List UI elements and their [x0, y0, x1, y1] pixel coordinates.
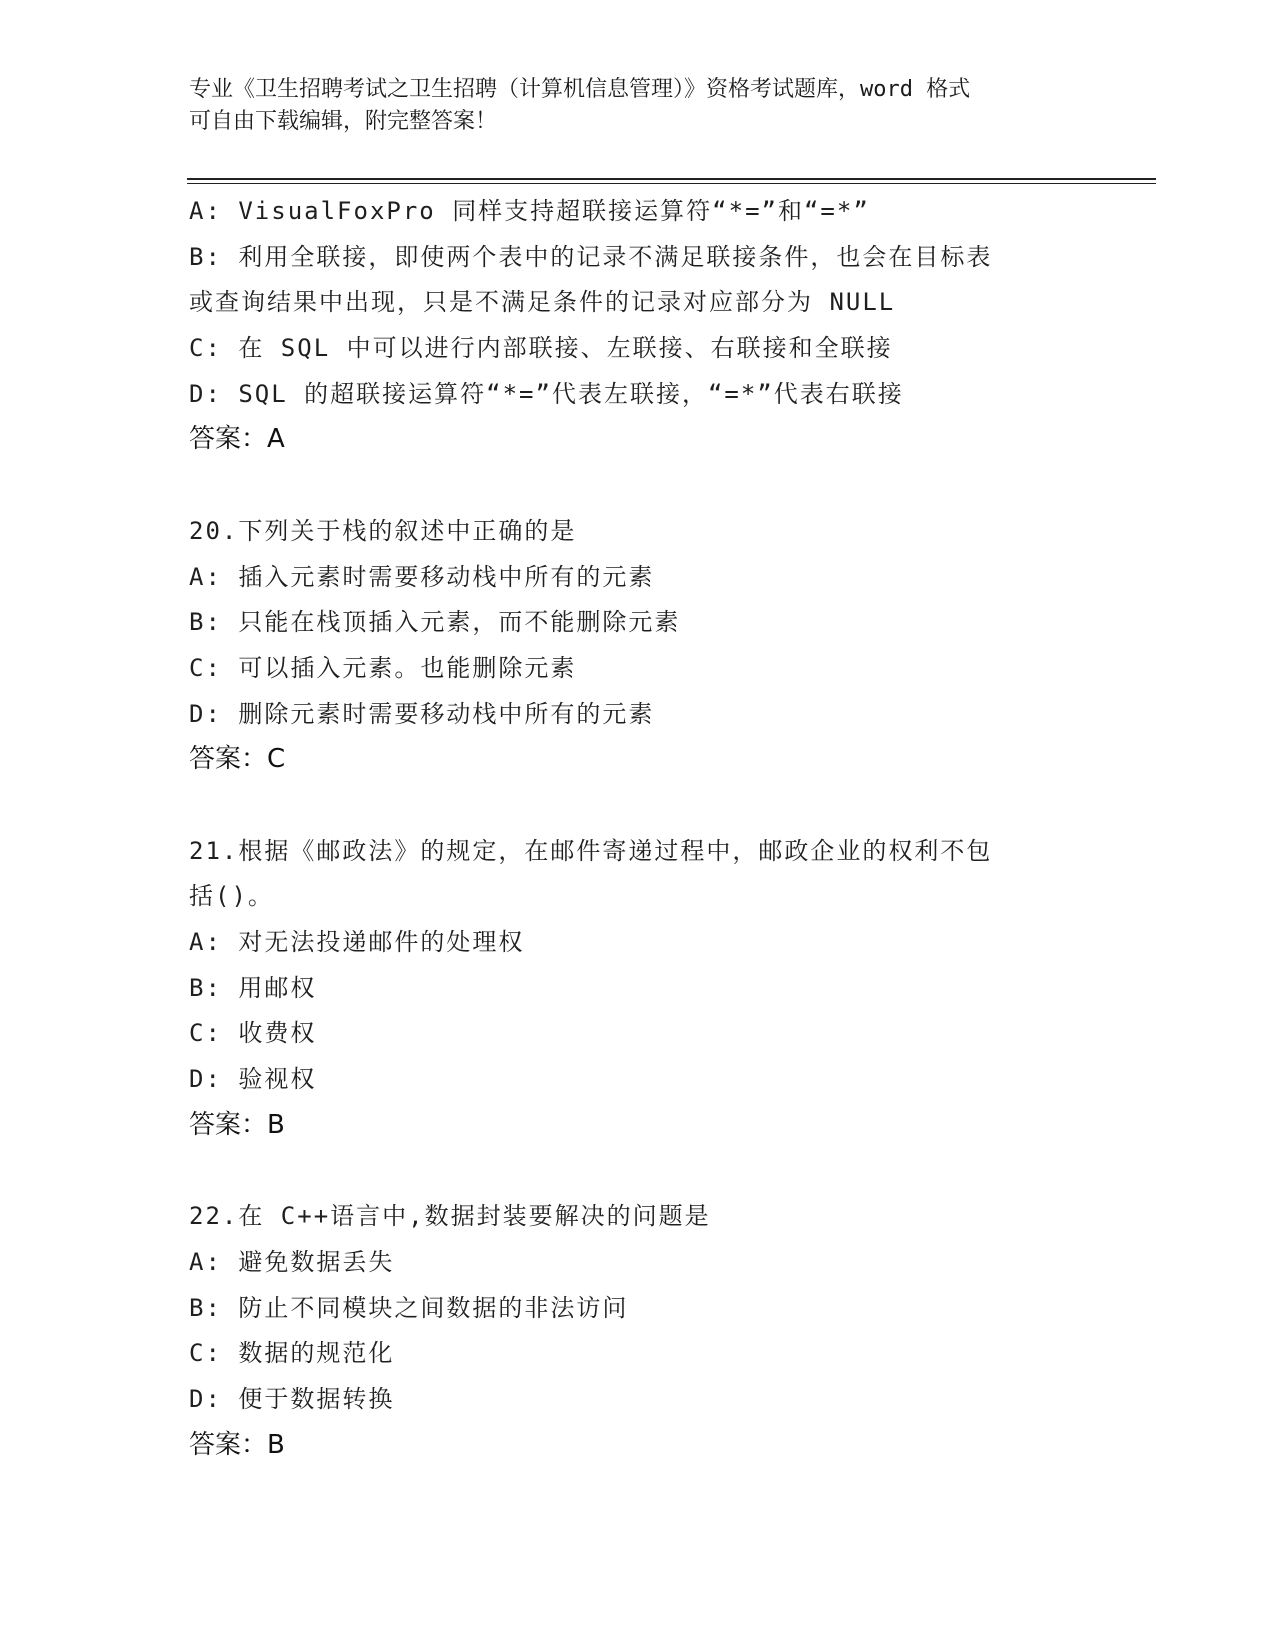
question-block: [189, 1194, 1089, 1468]
option-d: D: 删除元素时需要移动栈中所有的元素: [189, 699, 655, 728]
option-d: D: 便于数据转换: [189, 1384, 395, 1413]
option-c: C: 数据的规范化: [189, 1339, 395, 1368]
option-a: A: VisualFoxPro 同样支持超联接运算符“*=”和“=*”: [189, 197, 870, 225]
option-c: C: 收费权: [189, 1019, 317, 1048]
answer-label: 答案：A: [189, 424, 285, 455]
question-stem: 22.在 C++语言中,数据封装要解决的问题是: [189, 1202, 711, 1231]
question-stem: 20.下列关于栈的叙述中正确的是: [189, 516, 577, 545]
option-d: D: 验视权: [189, 1065, 317, 1094]
answer-label: 答案：C: [189, 744, 286, 775]
question-block: [189, 189, 1089, 463]
header-line-2: 可自由下载编辑，附完整答案！: [189, 109, 498, 134]
option-a: A: 对无法投递邮件的处理权: [189, 928, 525, 956]
option-d: D: SQL 的超联接运算符“*=”代表左联接，“=*”代表右联接: [189, 379, 904, 408]
question-stem: 括()。: [189, 882, 274, 911]
question-stem: 21.根据《邮政法》的规定，在邮件寄递过程中，邮政企业的权利不包: [189, 836, 993, 865]
answer-label: 答案：B: [189, 1429, 285, 1460]
header-divider: [187, 178, 1156, 180]
header-line-1: 专业《卫生招聘考试之卫生招聘（计算机信息管理）》资格考试题库，word 格式: [189, 77, 971, 102]
option-c: C: 在 SQL 中可以进行内部联接、左联接、右联接和全联接: [189, 334, 893, 363]
question-spacer: [189, 1148, 1089, 1194]
option-a: A: 避免数据丢失: [189, 1247, 395, 1276]
question-spacer: [189, 463, 1089, 509]
question-list: [189, 189, 1089, 1468]
header-divider-thin: [187, 183, 1156, 184]
option-a: A: 插入元素时需要移动栈中所有的元素: [189, 562, 655, 591]
option-b: 或查询结果中出现，只是不满足条件的记录对应部分为 NULL: [189, 288, 896, 317]
option-b: B: 防止不同模块之间数据的非法访问: [189, 1293, 629, 1322]
option-c: C: 可以插入元素。也能删除元素: [189, 653, 577, 682]
question-block: [189, 829, 1089, 1149]
option-b: B: 利用全联接，即使两个表中的记录不满足联接条件，也会在目标表: [189, 242, 993, 271]
answer-label: 答案：B: [189, 1109, 285, 1140]
option-b: B: 用邮权: [189, 973, 317, 1002]
question-block: [189, 509, 1089, 783]
document-header: [189, 74, 1069, 138]
option-b: B: 只能在栈顶插入元素，而不能删除元素: [189, 608, 681, 637]
question-spacer: [189, 783, 1089, 829]
